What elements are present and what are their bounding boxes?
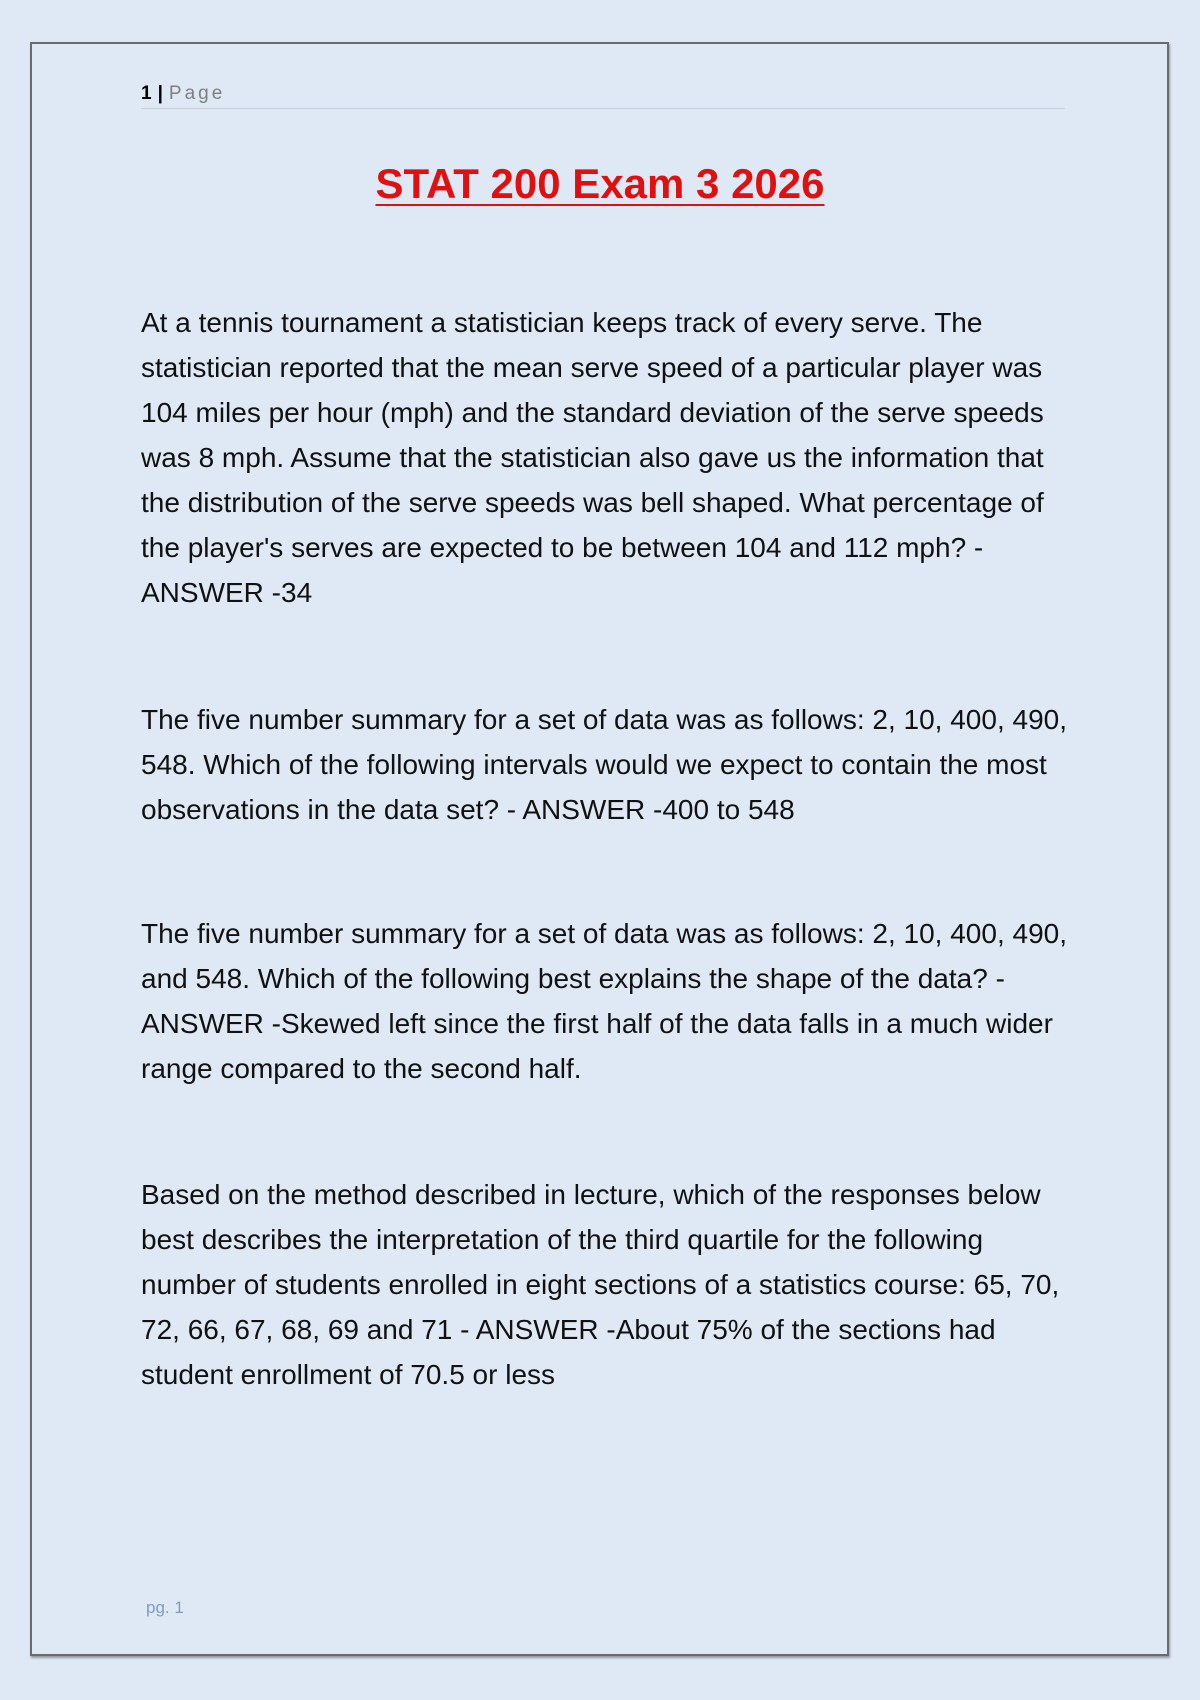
question-1: At a tennis tournament a statistician keeps track of every serve. The statistician reported that the mean serve speed of a particular player was 104 miles per hour (mph) and the standard deviation of the serve speeds was 8 mph. Assume that the statistician also gave us the information that the distribution of the serve speeds was bell shaped. What percentage of the player's serves are expected to be between 104 and 112 mph? - ANSWER -34 [141,307,1044,608]
document-title: STAT 200 Exam 3 2026 [375,160,825,207]
page-header [141,80,1065,109]
footer-page-number: pg. 1 [146,1598,184,1617]
question-2: The five number summary for a set of data was as follows: 2, 10, 400, 490, 548. Which of the following intervals would we expect to contain the most observations in the data set? - ANSWER -400 to 548 [141,704,1068,825]
page-frame [30,42,1169,1656]
header-page-number: 1 [141,83,152,104]
header-page-label: Page [168,83,226,104]
question-3: The five number summary for a set of data was as follows: 2, 10, 400, 490, and 548. Which of the following best explains the shape of the data? - ANSWER -Skewed left since the first half of the data falls in a much wider range compared to the second half. [141,918,1068,1084]
question-4: Based on the method described in lecture, which of the responses below best describes the interpretation of the third quartile for the following number of students enrolled in eight sections of a statistics course: 65, 70, 72, 66, 67, 68, 69 and 71 - ANSWER -About 75% of the sections had student enrollment of 70.5 or less [141,1179,1060,1390]
header-separator: | [157,83,163,104]
document-title-wrapper [0,160,1200,208]
